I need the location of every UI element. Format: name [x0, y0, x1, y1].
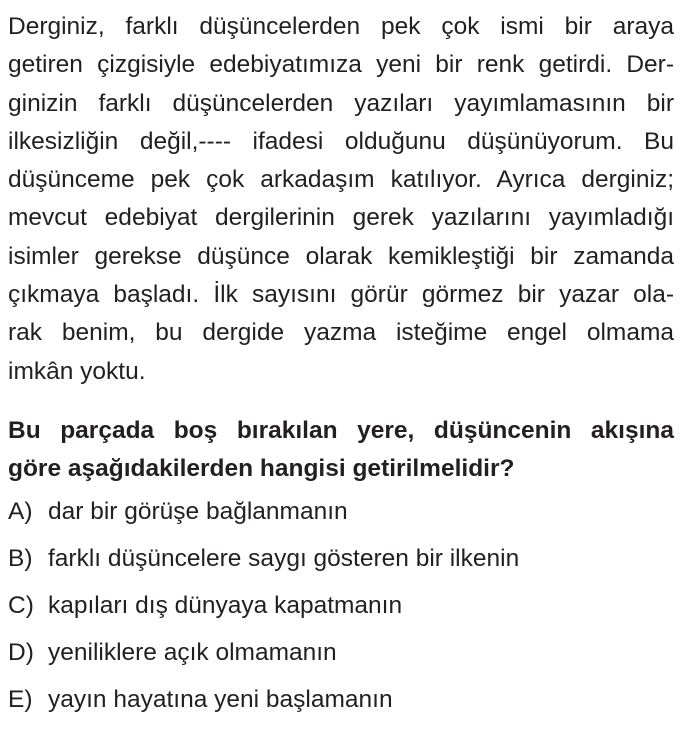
option-e[interactable]: [8, 684, 674, 731]
passage-line: imkân yoktu.: [8, 357, 146, 385]
question-line: Bu parçada boş bırakılan yere, düşüncenin akışına: [8, 416, 674, 444]
option-c[interactable]: [8, 590, 674, 637]
option-letter: A): [8, 497, 33, 525]
passage-line: düşünceme pek çok arkadaşım katılıyor. Ayrıca derginiz;: [8, 166, 674, 194]
answer-options: [8, 496, 674, 731]
option-letter: B): [8, 545, 33, 573]
option-text: yeniliklere açık olmamanın: [48, 639, 337, 667]
passage-line: Derginiz, farklı düşüncelerden pek çok ismi bir araya: [8, 13, 674, 40]
passage-line: çıkmaya başladı. İlk sayısını görür görmez bir yazar ola-: [8, 281, 674, 309]
passage-line: ginizin farklı düşüncelerden yazıları yayımlamasının bir: [8, 89, 674, 117]
passage-line: mevcut edebiyat dergilerinin gerek yazılarını yayımladığı: [8, 204, 674, 232]
option-a[interactable]: [8, 496, 674, 543]
option-text: yayın hayatına yeni başlamanın: [48, 686, 393, 714]
question-line: göre aşağıdakilerden hangisi getirilmelidir?: [8, 454, 515, 482]
question-stem: [8, 412, 674, 488]
option-letter: E): [8, 686, 33, 714]
option-text: dar bir görüşe bağlanmanın: [48, 497, 348, 525]
passage-line: getiren çizgisiyle edebiyatımıza yeni bir renk getirdi. Der-: [8, 51, 674, 79]
passage-line: isimler gerekse düşünce olarak kemikleştiği bir zamanda: [8, 242, 674, 270]
option-d[interactable]: [8, 637, 674, 684]
passage-line: ilkesizliğin değil,---- ifadesi olduğunu düşünüyorum. Bu: [8, 127, 674, 155]
option-text: kapıları dış dünyaya kapatmanın: [48, 592, 403, 620]
option-b[interactable]: [8, 543, 674, 590]
option-letter: C): [8, 592, 34, 620]
option-text: farklı düşüncelere saygı gösteren bir ilkenin: [48, 545, 520, 573]
passage-line: rak benim, bu dergide yazma isteğime engel olmama: [8, 319, 674, 347]
option-letter: D): [8, 639, 34, 667]
passage-text: [8, 8, 674, 391]
